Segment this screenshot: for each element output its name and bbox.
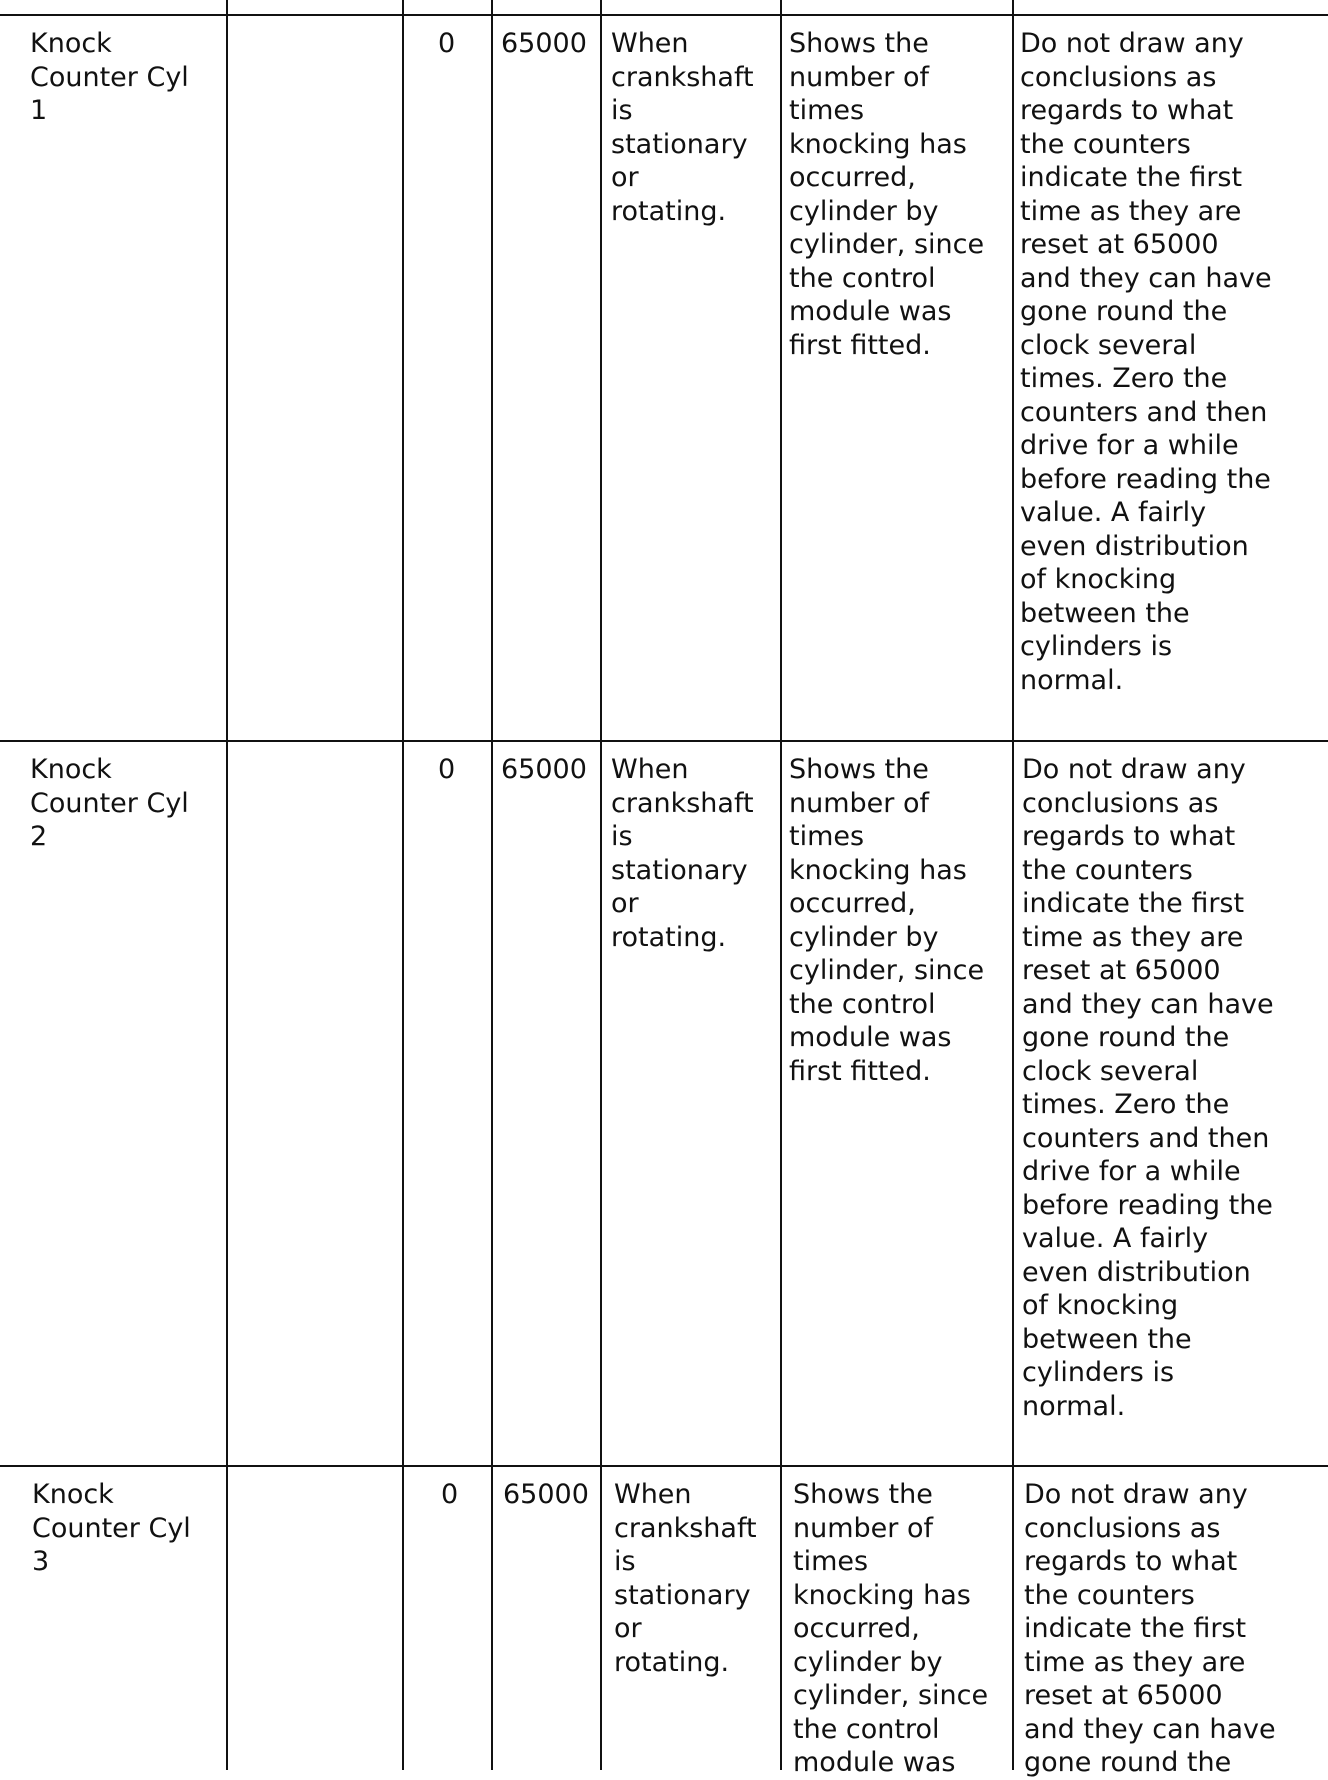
note-cell: Do not draw any conclusions as regards to what the counters indicate the first time as they are reset at 65000 and they can have gone round the clock several times. Zero the counters and then drive for a while before reading the value. A fairly even distribution of knocking between the cylinders is normal. [1022,754,1274,1422]
description-cell: Shows the number of times knocking has occurred, cylinder by cylinder, since the control module was first fitted. [789,754,985,1087]
min-value-cell: 0 [441,1479,459,1510]
min-value-cell: 0 [438,754,456,785]
parameter-name-cell: Knock Counter Cyl 3 [32,1479,191,1577]
max-value-cell: 65000 [503,1479,589,1510]
description-cell: Shows the number of times knocking has occurred, cylinder by cylinder, since the control module was [793,1479,989,1778]
column-divider [402,0,404,1770]
note-cell: Do not draw any conclusions as regards to what the counters indicate the first time as they are reset at 65000 and they can have gone round the clock several times. Zero the counters and then drive for a while before reading the value. A fairly even distribution of knocking between the cylinders is normal. [1020,28,1272,696]
parameter-name-cell: Knock Counter Cyl 2 [30,754,189,852]
row-divider [0,1465,1328,1467]
max-value-cell: 65000 [501,754,587,785]
column-divider [226,0,228,1770]
column-divider [780,0,782,1770]
min-value-cell: 0 [438,28,456,59]
parameter-name-cell: Knock Counter Cyl 1 [30,28,189,126]
condition-cell: When crankshaft is stationary or rotating. [611,28,754,227]
condition-cell: When crankshaft is stationary or rotating. [611,754,754,953]
row-divider [0,740,1328,742]
max-value-cell: 65000 [501,28,587,59]
column-divider [1012,0,1014,1770]
description-cell: Shows the number of times knocking has occurred, cylinder by cylinder, since the control module was first fitted. [789,28,985,361]
condition-cell: When crankshaft is stationary or rotating. [614,1479,757,1678]
row-divider [0,14,1328,16]
note-cell: Do not draw any conclusions as regards to what the counters indicate the first time as they are reset at 65000 and they can have gone round the [1024,1479,1276,1778]
column-divider [600,0,602,1770]
column-divider [491,0,493,1770]
